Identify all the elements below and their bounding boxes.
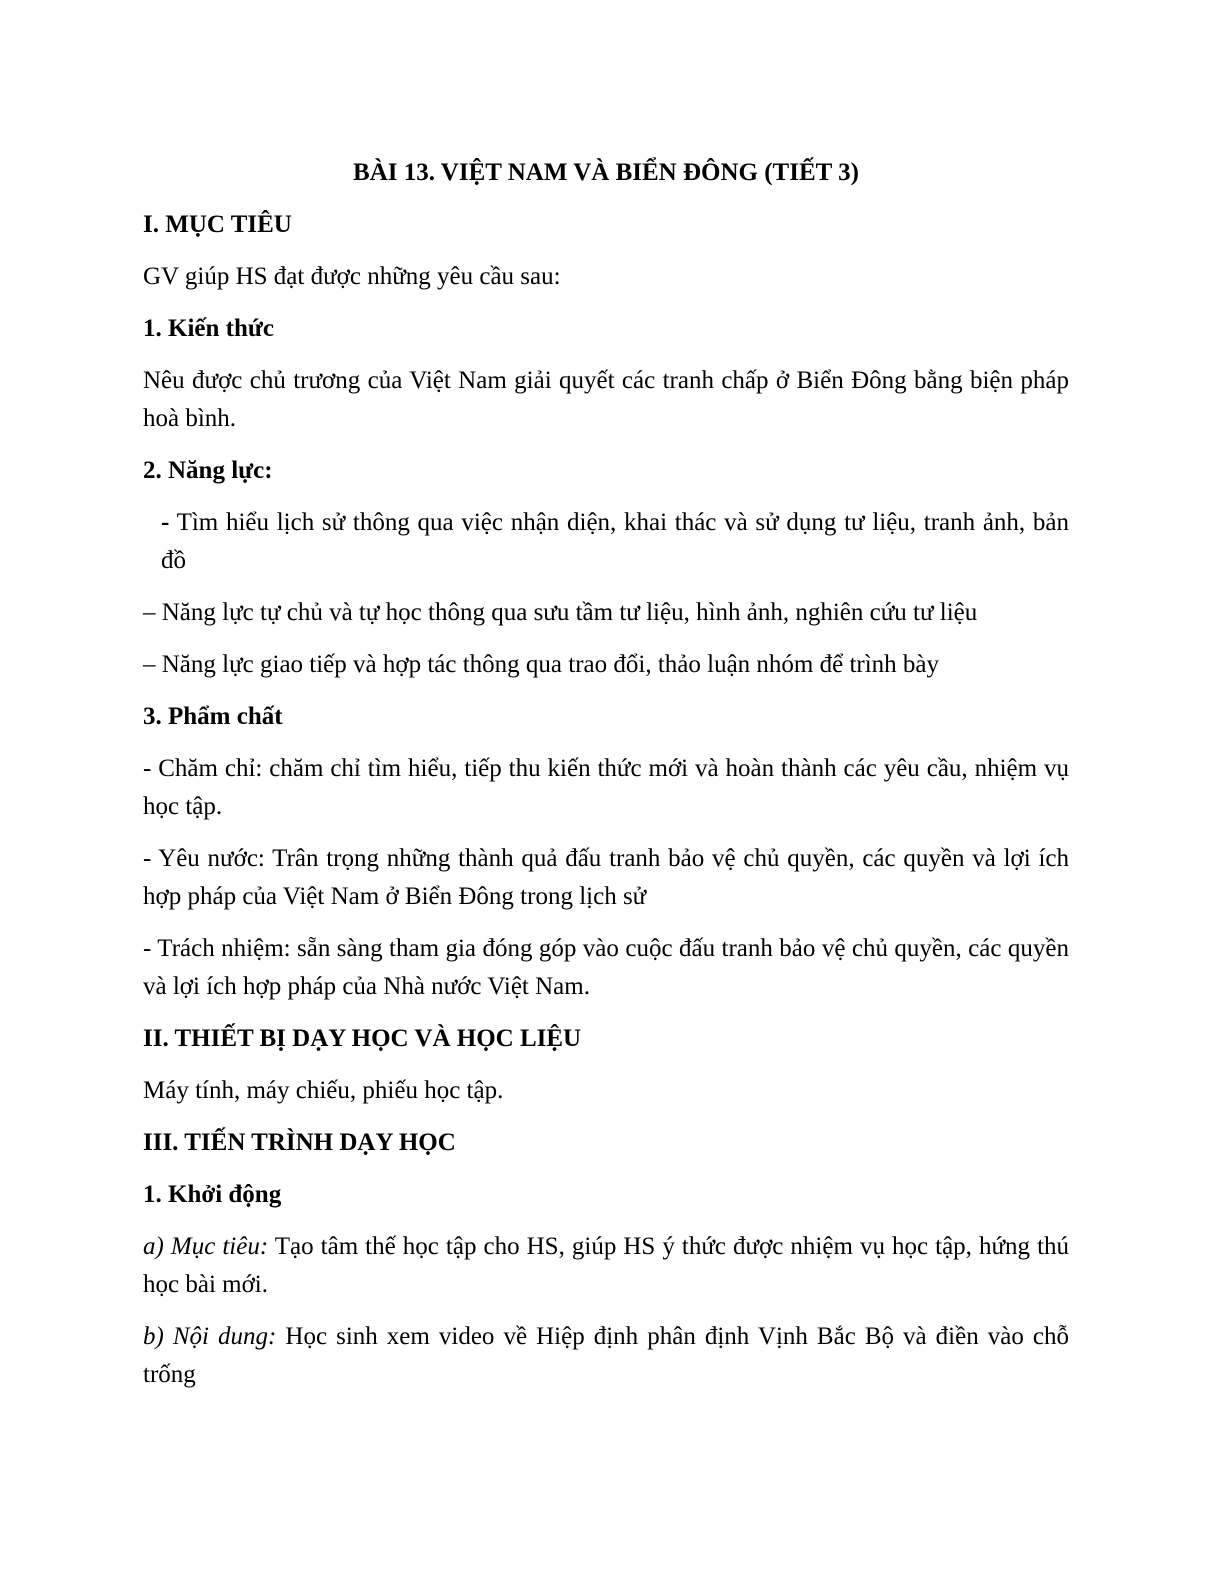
subheading-competence: 2. Năng lực:: [143, 457, 273, 484]
section-heading-process: III. TIẾN TRÌNH DẠY HỌC: [143, 1129, 456, 1156]
quality-item-1: - Chăm chỉ: chăm chỉ tìm hiểu, tiếp thu kiến thức mới và hoàn thành các yêu cầu, nhiệm vụ học tập.: [143, 755, 1069, 820]
competence-item-1: [143, 504, 1069, 580]
competence-dash: -: [161, 509, 170, 536]
content-text: Học sinh xem video về Hiệp định phân định Vịnh Bắc Bộ và điền vào chỗ trống: [143, 1323, 1069, 1388]
document-page: [143, 154, 1069, 1408]
goal-label: a) Mục tiêu:: [143, 1233, 269, 1260]
subheading-qualities: 3. Phẩm chất: [143, 703, 283, 730]
section-heading-objectives: I. MỤC TIÊU: [143, 211, 292, 238]
subheading-knowledge: 1. Kiến thức: [143, 315, 274, 342]
knowledge-paragraph: Nêu được chủ trương của Việt Nam giải quyết các tranh chấp ở Biển Đông bằng biện pháp hoà bình.: [143, 367, 1069, 432]
goal-text: Tạo tâm thế học tập cho HS, giúp HS ý thức được nhiệm vụ học tập, hứng thú học bài mới.: [143, 1233, 1070, 1298]
competence-item-1-text: Tìm hiểu lịch sử thông qua việc nhận diện, khai thác và sử dụng tư liệu, tranh ảnh, bản đồ: [161, 509, 1069, 574]
competence-item-2: – Năng lực tự chủ và tự học thông qua sưu tầm tư liệu, hình ảnh, nghiên cứu tư liệu: [143, 599, 978, 626]
quality-item-3: - Trách nhiệm: sẵn sàng tham gia đóng góp vào cuộc đấu tranh bảo vệ chủ quyền, các quyền và lợi ích hợp pháp của Nhà nước Việt Nam.: [143, 935, 1069, 1000]
goal-paragraph: [143, 1228, 1069, 1304]
subheading-warmup: 1. Khởi động: [143, 1181, 282, 1208]
competence-item-3: – Năng lực giao tiếp và hợp tác thông qua trao đổi, thảo luận nhóm để trình bày: [143, 651, 940, 678]
lesson-title: BÀI 13. VIỆT NAM VÀ BIỂN ĐÔNG (TIẾT 3): [353, 159, 859, 186]
content-paragraph: [143, 1318, 1069, 1394]
equipment-paragraph: Máy tính, máy chiếu, phiếu học tập.: [143, 1077, 504, 1104]
content-label: b) Nội dung:: [143, 1323, 277, 1350]
quality-item-2: - Yêu nước: Trân trọng những thành quả đấu tranh bảo vệ chủ quyền, các quyền và lợi ích hợp pháp của Việt Nam ở Biển Đông trong lịch sử: [143, 845, 1069, 910]
section-heading-equipment: II. THIẾT BỊ DẠY HỌC VÀ HỌC LIỆU: [143, 1025, 582, 1052]
intro-paragraph: GV giúp HS đạt được những yêu cầu sau:: [143, 263, 561, 290]
